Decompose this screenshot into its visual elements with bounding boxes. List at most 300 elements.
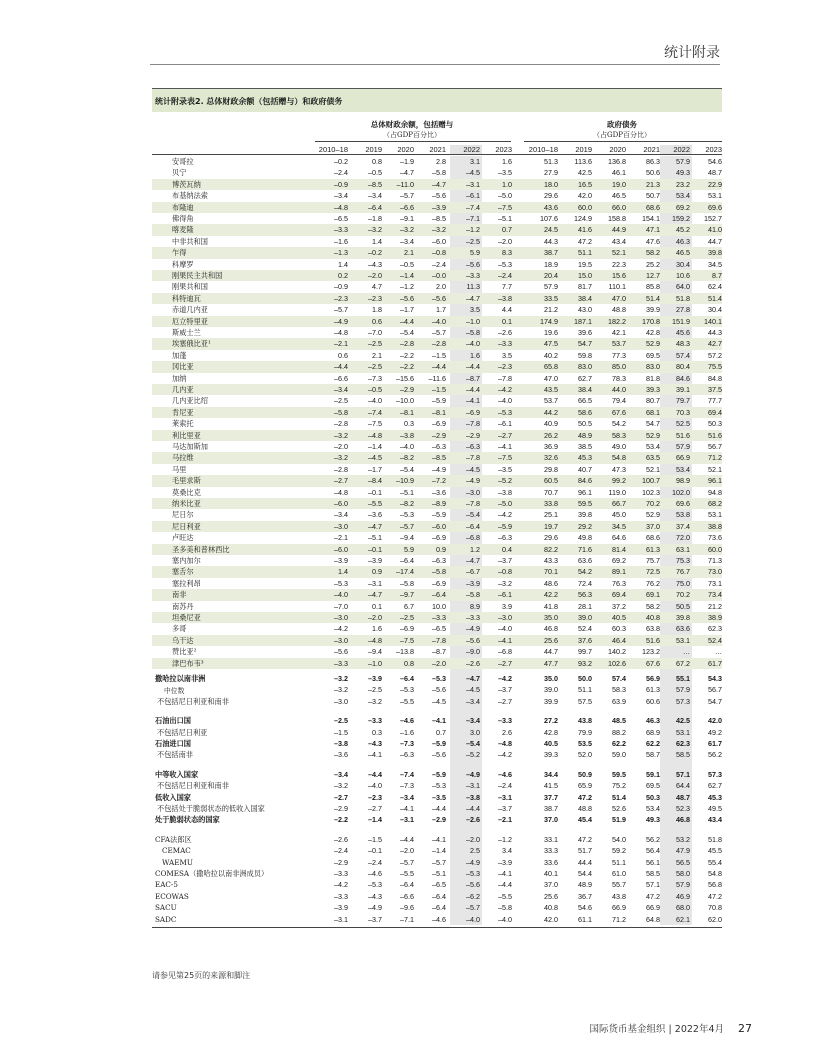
table-cell: 48.6 (544, 578, 558, 588)
table-row (152, 418, 722, 429)
table-cell: 4.7 (372, 282, 382, 292)
table-cell: 61.3 (646, 544, 660, 554)
table-cell: –3.4 (334, 385, 348, 394)
table-cell: –5.8 (466, 328, 480, 337)
table-cell: 66.5 (578, 396, 592, 406)
table-cell: 5.9 (470, 248, 480, 258)
table-cell: 63.8 (646, 624, 660, 634)
table-cell: 37.0 (544, 815, 558, 825)
row-label: 肯尼亚 (172, 407, 194, 417)
table-row (152, 715, 722, 726)
table-cell: 76.2 (646, 578, 660, 588)
row-label: 南苏丹 (172, 601, 194, 611)
table-row (152, 845, 722, 856)
table-cell: 27.8 (676, 305, 690, 315)
table-cell: 51.9 (612, 815, 626, 825)
row-label: 塞拉利昂 (172, 578, 201, 588)
table-row (152, 293, 722, 304)
table-cell: 55.7 (612, 880, 626, 890)
table-cell: 61.3 (646, 685, 660, 695)
table-cell: 1.8 (372, 305, 382, 315)
table-cell: –2.9 (466, 430, 480, 440)
table-cell: –0.5 (368, 385, 382, 394)
table-cell: –1.9 (400, 157, 414, 166)
table-cell: –9.7 (400, 590, 414, 600)
table-cell: 62.4 (708, 282, 722, 292)
table-cell: –6.2 (466, 891, 480, 901)
table-cell: 57.9 (544, 282, 558, 292)
table-cell: –4.4 (466, 362, 480, 372)
table-cell: 58.2 (646, 601, 660, 611)
year-header: 2022 (450, 145, 482, 154)
table-cell: 107.6 (540, 214, 558, 223)
table-cell: –7.1 (400, 914, 414, 924)
table-row (152, 452, 722, 463)
table-cell: –6.5 (432, 880, 446, 890)
table-cell: 80.7 (646, 396, 660, 406)
table-cell: 0.6 (372, 316, 382, 326)
table-cell: 102.3 (642, 487, 660, 497)
table-cell: 48.3 (676, 339, 690, 349)
table-cell: 110.1 (608, 282, 626, 292)
table-cell: 136.8 (608, 157, 626, 166)
table-cell: 54.8 (612, 453, 626, 463)
table-cell: –5.6 (432, 293, 446, 303)
table-cell: 51.8 (708, 834, 722, 844)
row-label: 不包括尼日利亚和南非 (157, 781, 229, 791)
table-cell: –5.5 (498, 891, 512, 901)
table-cell: –3.2 (334, 674, 348, 683)
table-cell: 49.3 (646, 815, 660, 825)
table-row (152, 646, 722, 657)
table-cell: 71.2 (708, 453, 722, 463)
debt-group-rule (524, 141, 722, 142)
table-cell: 39.9 (544, 696, 558, 706)
table-cell: 55.1 (676, 674, 690, 683)
table-cell: –2.8 (334, 464, 348, 474)
table-cell: 58.3 (612, 685, 626, 695)
table-cell: 34.4 (544, 769, 558, 779)
table-cell: –0.0 (432, 271, 446, 280)
table-cell: 25.1 (544, 510, 558, 520)
table-cell: –3.2 (368, 696, 382, 706)
table-cell: –2.7 (498, 696, 512, 706)
table-cell: –2.1 (498, 815, 512, 825)
table-cell: –5.9 (432, 396, 446, 406)
table-cell: 51.4 (646, 293, 660, 303)
table-cell: 75.5 (708, 362, 722, 372)
table-cell: –4.0 (432, 316, 446, 326)
table-cell: –4.6 (432, 914, 446, 924)
table-cell: 37.0 (544, 880, 558, 890)
table-cell: 53.8 (676, 510, 690, 520)
table-cell: –3.8 (498, 487, 512, 497)
table-cell: 0.3 (372, 727, 382, 737)
table-cell: –3.4 (334, 510, 348, 520)
table-cell: –3.1 (368, 578, 382, 588)
table-cell: –3.4 (466, 716, 480, 726)
table-cell: –3.9 (432, 202, 446, 212)
table-cell: 45.6 (676, 328, 690, 337)
table-cell: –1.8 (368, 214, 382, 223)
table-cell: 77.3 (612, 350, 626, 360)
table-cell: –1.5 (432, 385, 446, 394)
table-cell: 46.9 (676, 891, 690, 901)
table-cell: 100.7 (642, 476, 660, 486)
table-cell: 62.7 (578, 373, 592, 383)
table-cell: 42.7 (708, 339, 722, 349)
table-cell: 49.8 (578, 533, 592, 543)
table-cell: 64.6 (612, 533, 626, 543)
table-row (152, 509, 722, 520)
table-cell: 51.6 (676, 430, 690, 440)
row-label: 圣多美和普林西比 (172, 544, 230, 554)
table-cell: 39.3 (544, 750, 558, 760)
row-label: 莫桑比克 (172, 487, 201, 497)
table-cell: –3.6 (334, 750, 348, 760)
table-cell: –3.4 (400, 792, 414, 802)
footer-text: 国际货币基金组织 | 2022年4月 (589, 1024, 724, 1035)
table-cell: 46.3 (676, 236, 690, 246)
table-cell: –3.6 (432, 487, 446, 497)
table-cell: –4.4 (466, 804, 480, 813)
table-cell: –5.1 (400, 487, 414, 497)
table-cell: 2.0 (436, 282, 446, 292)
row-label: 处于脆弱状态的国家 (155, 815, 220, 825)
table-cell: 38.7 (544, 804, 558, 813)
table-cell: –7.8 (466, 453, 480, 463)
table-cell: –4.9 (466, 857, 480, 867)
table-cell: –5.4 (400, 464, 414, 474)
table-cell: 75.7 (646, 556, 660, 565)
table-cell: –9.4 (368, 647, 382, 657)
table-cell: 37.5 (708, 385, 722, 394)
table-cell: 98.9 (676, 476, 690, 486)
table-cell: 46.4 (612, 635, 626, 645)
table-cell: 60.0 (578, 202, 592, 212)
table-cell: –2.6 (334, 834, 348, 844)
table-cell: 96.1 (578, 487, 592, 497)
table-row (152, 407, 722, 418)
table-cell: –5.7 (466, 903, 480, 913)
source-note: 请参见第25页的来源和脚注 (152, 971, 251, 980)
table-cell: –4.0 (400, 442, 414, 451)
table-cell: 75.2 (612, 781, 626, 791)
column-group-header (152, 120, 722, 144)
table-cell: 39.8 (578, 510, 592, 520)
table-cell: –0.8 (432, 248, 446, 258)
table-cell: 61.1 (578, 914, 592, 924)
table-cell: –2.5 (334, 716, 348, 726)
table-cell: –3.8 (334, 739, 348, 748)
row-label: CFA法郎区 (155, 834, 192, 844)
table-cell: –3.6 (368, 510, 382, 520)
table-cell: –9.6 (400, 903, 414, 913)
table-cell: 42.1 (612, 328, 626, 337)
page-number: 27 (738, 1022, 752, 1035)
row-label: 南非 (172, 590, 187, 600)
table-cell: –5.4 (400, 328, 414, 337)
table-cell: 21.2 (708, 601, 722, 611)
table-cell: –4.4 (466, 385, 480, 394)
table-cell: 40.5 (544, 739, 558, 748)
table-row (152, 395, 722, 406)
table-cell: 25.2 (646, 259, 660, 269)
table-cell: 94.8 (708, 487, 722, 497)
table-cell: 57.9 (676, 442, 690, 451)
table-cell: –8.4 (368, 476, 382, 486)
row-label: WAEMU (162, 857, 193, 867)
table-cell: 23.2 (676, 179, 690, 189)
table-cell: –2.1 (334, 533, 348, 543)
table-cell: 69.5 (646, 350, 660, 360)
table-cell: 42.0 (578, 191, 592, 201)
table-cell: –5.3 (498, 407, 512, 417)
table-cell: 59.2 (612, 846, 626, 856)
table-cell: –11.0 (396, 179, 414, 189)
table-cell: –6.4 (432, 590, 446, 600)
row-label: 加蓬 (172, 350, 187, 360)
table-cell: 44.3 (708, 328, 722, 337)
table-cell: 63.9 (612, 696, 626, 706)
table-cell: 30.4 (708, 305, 722, 315)
table-cell: –15.6 (396, 373, 414, 383)
table-cell: –6.3 (400, 750, 414, 760)
table-cell: –4.1 (498, 635, 512, 645)
row-label: 塞内加尔 (172, 556, 201, 565)
table-cell: –2.1 (334, 339, 348, 349)
table-cell: 53.4 (676, 464, 690, 474)
table-cell: –6.5 (334, 214, 348, 223)
row-label: SADC (155, 914, 177, 924)
row-label: 赤道几内亚 (172, 305, 208, 315)
table-cell: –7.4 (466, 202, 480, 212)
table-cell: –3.5 (498, 464, 512, 474)
table-cell: –3.7 (498, 685, 512, 695)
table-cell: 0.4 (502, 544, 512, 554)
table-row (152, 487, 722, 498)
table-cell: 2.8 (436, 157, 446, 166)
table-row (152, 803, 722, 814)
table-cell: 70.2 (646, 499, 660, 508)
table-cell: –0.8 (498, 567, 512, 577)
table-cell: –6.3 (432, 556, 446, 565)
table-cell: 40.8 (544, 903, 558, 913)
table-cell: –4.8 (334, 202, 348, 212)
table-cell: 0.2 (338, 271, 348, 280)
row-label: 冈比亚 (172, 362, 194, 372)
table-cell: 22.3 (612, 259, 626, 269)
table-cell: 46.3 (646, 716, 660, 726)
table-cell: 39.6 (578, 328, 592, 337)
table-cell: –7.3 (400, 781, 414, 791)
table-cell: 47.1 (646, 225, 660, 235)
table-cell: 51.1 (612, 857, 626, 867)
table-cell: 0.1 (502, 316, 512, 326)
table-cell: –5.1 (432, 869, 446, 878)
table-cell: –8.5 (432, 453, 446, 463)
table-cell: –5.8 (432, 567, 446, 577)
table-cell: –5.5 (368, 499, 382, 508)
table-cell: –4.7 (466, 674, 480, 683)
table-cell: –4.9 (334, 316, 348, 326)
table-cell: 29.6 (544, 191, 558, 201)
table-cell: 102.0 (672, 487, 690, 497)
table-cell: 59.0 (612, 750, 626, 760)
row-label: 毛里求斯 (172, 476, 201, 486)
table-cell: 11.3 (466, 282, 480, 292)
table-cell: –5.1 (498, 214, 512, 223)
table-cell: –7.8 (498, 373, 512, 383)
table-cell: –3.1 (466, 179, 480, 189)
table-cell: 0.8 (372, 157, 382, 166)
table-cell: 37.6 (578, 635, 592, 645)
table-cell: 43.3 (544, 556, 558, 565)
table-cell: –4.7 (400, 168, 414, 178)
table-cell: 19.5 (578, 259, 592, 269)
table-cell: –3.4 (334, 191, 348, 201)
table-cell: 56.7 (708, 685, 722, 695)
table-cell: 47.2 (578, 792, 592, 802)
row-label: 乍得 (172, 248, 187, 258)
table-cell: –2.0 (498, 236, 512, 246)
table-cell: –3.3 (368, 716, 382, 726)
row-label: 中非共和国 (172, 236, 208, 246)
table-cell: 53.1 (676, 727, 690, 737)
table-row (152, 361, 722, 372)
table-cell: –5.6 (466, 259, 480, 269)
row-label: EAC-5 (155, 880, 178, 890)
table-cell: 52.4 (708, 635, 722, 645)
table-cell: –5.7 (432, 857, 446, 867)
year-header: 2019 (365, 145, 382, 154)
table-cell: 47.5 (544, 339, 558, 349)
table-cell: 43.8 (578, 716, 592, 726)
table-cell: –2.7 (334, 792, 348, 802)
table-cell: –1.2 (498, 834, 512, 844)
year-header: 2010–18 (528, 145, 558, 154)
table-row (152, 475, 722, 486)
table-row (152, 304, 722, 315)
table-cell: –4.2 (498, 674, 512, 683)
row-label: 佛得角 (172, 214, 194, 223)
table-cell: 63.6 (676, 624, 690, 634)
table-cell: –4.2 (498, 385, 512, 394)
table-cell: 8.3 (502, 248, 512, 258)
table-cell: 46.8 (544, 624, 558, 634)
table-cell: 45.2 (676, 225, 690, 235)
table-row (152, 544, 722, 555)
table-cell: –4.4 (368, 769, 382, 779)
table-cell: 67.6 (646, 658, 660, 668)
table-cell: –3.8 (466, 792, 480, 802)
table-cell: 85.0 (612, 362, 626, 372)
table-cell: 1.6 (372, 624, 382, 634)
table-cell: –4.7 (368, 590, 382, 600)
table-cell: –4.9 (466, 476, 480, 486)
table-cell: 96.1 (708, 476, 722, 486)
table-cell: 58.2 (646, 248, 660, 258)
table-cell: –2.9 (334, 804, 348, 813)
table-cell: 21.2 (544, 305, 558, 315)
table-cell: 51.1 (578, 685, 592, 695)
table-cell: 81.4 (612, 544, 626, 554)
table-cell: 69.6 (676, 499, 690, 508)
table-cell: 34.5 (708, 259, 722, 269)
table-cell: –2.4 (498, 271, 512, 280)
row-label: 卢旺达 (172, 533, 194, 543)
table-cell: –4.2 (498, 510, 512, 520)
table-cell: –8.7 (432, 647, 446, 657)
table-cell: 3.9 (502, 601, 512, 611)
table-cell: 42.2 (544, 590, 558, 600)
table-cell: 3.4 (502, 846, 512, 856)
row-label: 中等收入国家 (155, 769, 199, 779)
table-cell: 63.5 (646, 453, 660, 463)
year-header: 2023 (705, 145, 722, 154)
table-cell: –3.2 (334, 430, 348, 440)
table-cell: –2.3 (368, 293, 382, 303)
table-cell: 72.0 (676, 533, 690, 543)
table-cell: –6.1 (498, 590, 512, 600)
table-row (152, 589, 722, 600)
balance-group-title: 总体财政余额，包括赠与 (370, 120, 454, 129)
table-cell: 45.0 (612, 510, 626, 520)
table-cell: 123.2 (642, 647, 660, 657)
table-cell: 51.4 (612, 792, 626, 802)
table-cell: 43.5 (544, 385, 558, 394)
table-cell: –6.0 (432, 521, 446, 531)
row-label: 博茨瓦纳 (172, 179, 201, 189)
table-cell: 57.1 (676, 769, 690, 779)
row-label: 尼日利亚 (172, 521, 201, 531)
table-row (152, 780, 722, 791)
table-cell: 0.6 (338, 350, 348, 360)
row-label: 石油进口国 (155, 739, 191, 748)
table-cell: –4.6 (400, 716, 414, 726)
row-label: 利比里亚 (172, 430, 201, 440)
table-cell: 54.7 (578, 339, 592, 349)
table-cell: 28.1 (578, 601, 592, 611)
table-cell: 42.5 (676, 716, 690, 726)
table-cell: 62.3 (708, 624, 722, 634)
table-cell: 69.2 (676, 202, 690, 212)
table-cell: –2.9 (400, 385, 414, 394)
table-cell: 62.7 (708, 781, 722, 791)
table-cell: –6.8 (498, 647, 512, 657)
table-cell: 57.2 (708, 350, 722, 360)
table-cell: –2.2 (400, 362, 414, 372)
row-label: 刚果共和国 (172, 282, 208, 292)
table-cell: 40.8 (646, 613, 660, 622)
table-cell: –2.9 (432, 430, 446, 440)
table-cell: 35.0 (544, 613, 558, 622)
table-cell: 73.4 (708, 590, 722, 600)
table-cell: 49.5 (708, 804, 722, 813)
table-cell: 42.0 (544, 914, 558, 924)
table-cell: 53.2 (676, 834, 690, 844)
table-cell: –4.0 (334, 590, 348, 600)
table-cell: –0.5 (400, 259, 414, 269)
table-cell: 159.2 (672, 214, 690, 223)
table-row (152, 684, 722, 695)
table-cell: –6.9 (432, 419, 446, 429)
table-cell: 16.5 (578, 179, 592, 189)
table-cell: 53.7 (544, 396, 558, 406)
table-cell: –3.9 (498, 857, 512, 867)
table-cell: 37.0 (646, 521, 660, 531)
row-label: ECOWAS (155, 891, 189, 901)
